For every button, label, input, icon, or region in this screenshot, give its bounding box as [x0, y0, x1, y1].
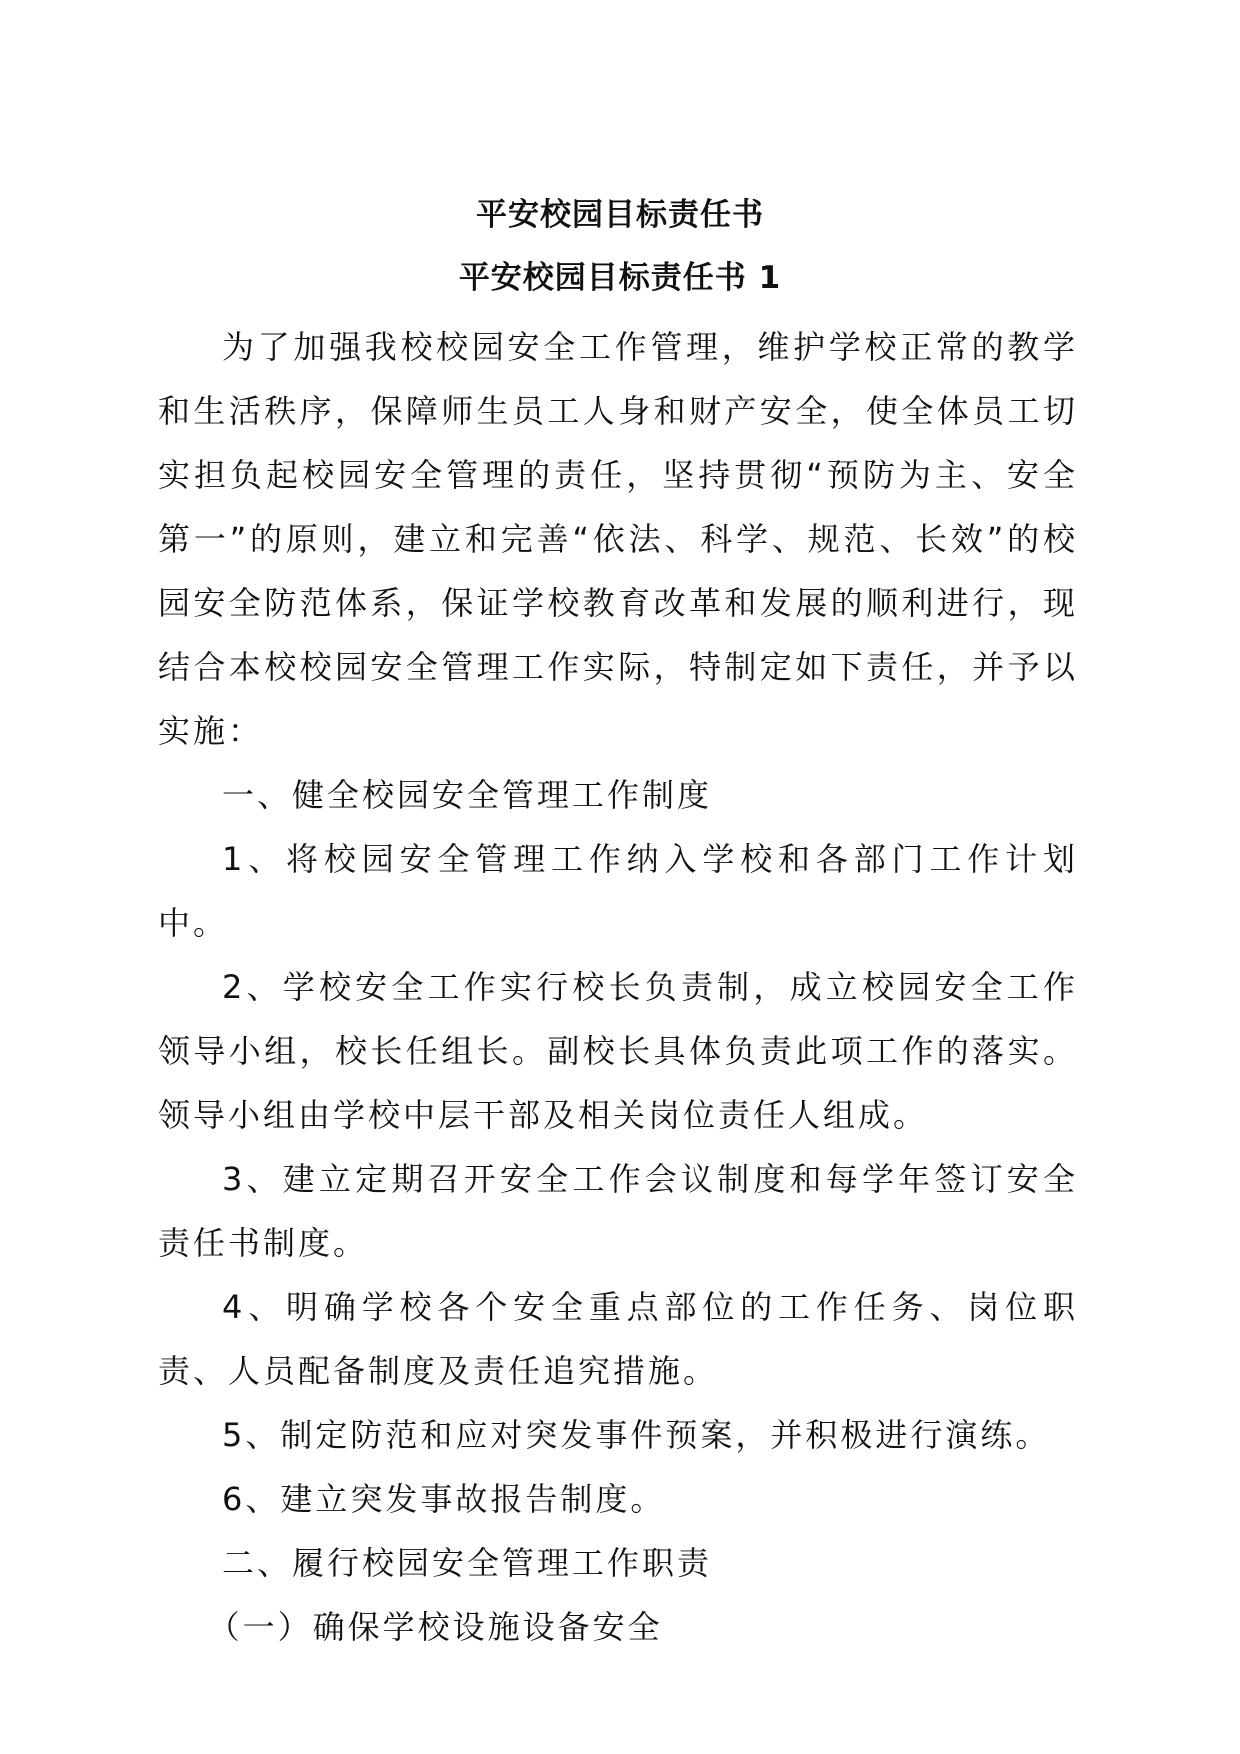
- document-title: 平安校园目标责任书: [476, 197, 764, 233]
- list-item-2: 2、学校安全工作实行校长负责制，成立校园安全工作领导小组，校长任组长。副校长具体负责此项工作的落实。领导小组由学校中层干部及相关岗位责任人组成。: [158, 968, 1078, 1134]
- section-heading-2: 二、履行校园安全管理工作职责: [222, 1544, 713, 1582]
- subsection-heading-1: （一）确保学校设施设备安全: [207, 1608, 663, 1646]
- list-item-1: 1、将校园安全管理工作纳入学校和各部门工作计划中。: [158, 840, 1078, 942]
- list-item-4: 4、明确学校各个安全重点部位的工作任务、岗位职责、人员配备制度及责任追究措施。: [158, 1288, 1078, 1390]
- document-body: [158, 315, 1078, 1659]
- intro-paragraph: 为了加强我校校园安全工作管理，维护学校正常的教学和生活秩序，保障师生员工人身和财产安全，使全体员工切实担负起校园安全管理的责任，坚持贯彻“预防为主、安全第一”的原则，建立和完善“依法、科学、规范、长效”的校园安全防范体系，保证学校教育改革和发展的顺利进行，现结合本校校园安全管理工作实际，特制定如下责任，并予以实施：: [158, 328, 1078, 750]
- list-item-3: 3、建立定期召开安全工作会议制度和每学年签订安全责任书制度。: [158, 1160, 1078, 1262]
- section-heading-1: 一、健全校园安全管理工作制度: [222, 776, 713, 814]
- list-item-5: 5、制定防范和应对突发事件预案，并积极进行演练。: [222, 1416, 1051, 1454]
- document-subtitle: 平安校园目标责任书 1: [458, 260, 782, 296]
- list-item-6: 6、建立突发事故报告制度。: [222, 1480, 666, 1518]
